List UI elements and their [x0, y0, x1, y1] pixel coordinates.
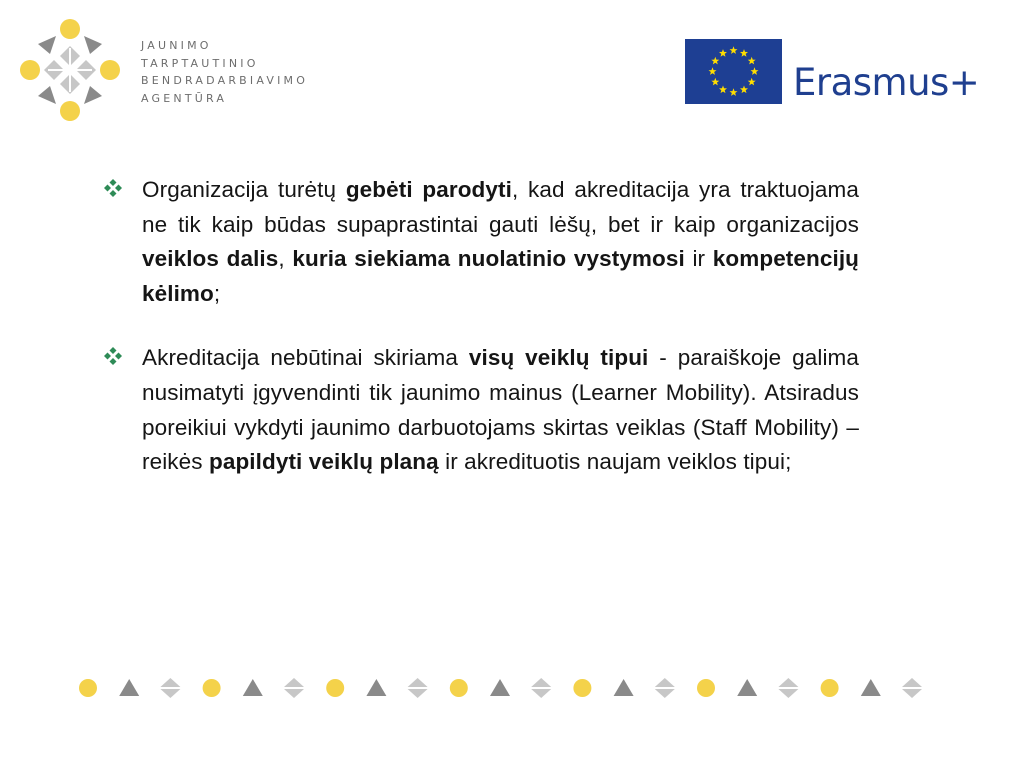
text-segment: , — [278, 246, 293, 272]
bold-text: visų veiklų tipui — [468, 345, 649, 371]
circle-icon — [450, 679, 468, 697]
footer-decoration — [78, 675, 928, 701]
circle-icon — [79, 679, 97, 697]
bullet-text — [142, 173, 859, 311]
diamond-icon — [284, 678, 304, 698]
bullet-text — [142, 341, 859, 479]
diamond-bullet-icon — [103, 346, 123, 366]
bold-text: veiklos dalis — [142, 246, 279, 272]
triangle-icon — [366, 679, 386, 696]
agency-logo-icon — [18, 18, 128, 123]
agency-name-line: JAUNIMO — [141, 39, 212, 52]
bullet-item — [103, 173, 859, 311]
circle-icon — [573, 679, 591, 697]
text-segment: , kad akreditacija yra traktuojama ne tik kaip būdas supaprastintai gauti lėšų, bet ir kaip organizacijos — [142, 177, 859, 237]
agency-name-line: AGENTŪRA — [141, 91, 228, 105]
circle-icon — [326, 679, 344, 697]
eu-flag-icon — [685, 39, 782, 104]
diamond-icon — [531, 678, 551, 698]
circle-icon — [821, 679, 839, 697]
diamond-bullet-icon — [103, 178, 123, 198]
bold-text: kompetencijų kėlimo — [142, 246, 860, 306]
triangle-icon — [243, 679, 263, 696]
triangle-icon — [861, 679, 881, 696]
agency-name — [141, 37, 308, 107]
bullet-list — [103, 173, 859, 510]
diamond-icon — [655, 678, 675, 698]
triangle-icon — [490, 679, 510, 696]
bold-text: kuria siekiama nuolatinio vystymosi — [292, 246, 685, 272]
circle-icon — [697, 679, 715, 697]
text-segment: Organizacija turėtų — [142, 177, 346, 202]
agency-name-line: BENDRADARBIAVIMO — [141, 74, 309, 87]
text-segment: Akreditacija nebūtinai skiriama — [142, 345, 469, 371]
diamond-icon — [160, 678, 180, 698]
erasmus-logo-text: Erasmus+ — [793, 61, 980, 104]
circle-icon — [203, 679, 221, 697]
agency-name-line: TARPTAUTINIO — [141, 56, 259, 70]
diamond-icon — [778, 678, 798, 698]
triangle-icon — [737, 679, 757, 696]
text-segment: ir akredituotis naujam veiklos tipui; — [438, 449, 792, 475]
diamond-icon — [408, 678, 428, 698]
bullet-item — [103, 341, 859, 479]
triangle-icon — [614, 679, 634, 696]
bold-text: gebėti parodyti — [345, 177, 512, 202]
text-segment: ; — [213, 280, 221, 306]
diamond-icon — [902, 678, 922, 698]
bold-text: papildyti veiklų planą — [208, 449, 439, 475]
triangle-icon — [119, 679, 139, 696]
text-segment: ir — [684, 246, 713, 272]
text-segment: - paraiškoje galima nusimatyti įgyvendinti tik jaunimo mainus (Learner Mobility). Atsiradus poreikiui vykdyti jaunimo darbuotojams skirtas veiklas (Staff Mobility) – reikės — [142, 345, 859, 475]
